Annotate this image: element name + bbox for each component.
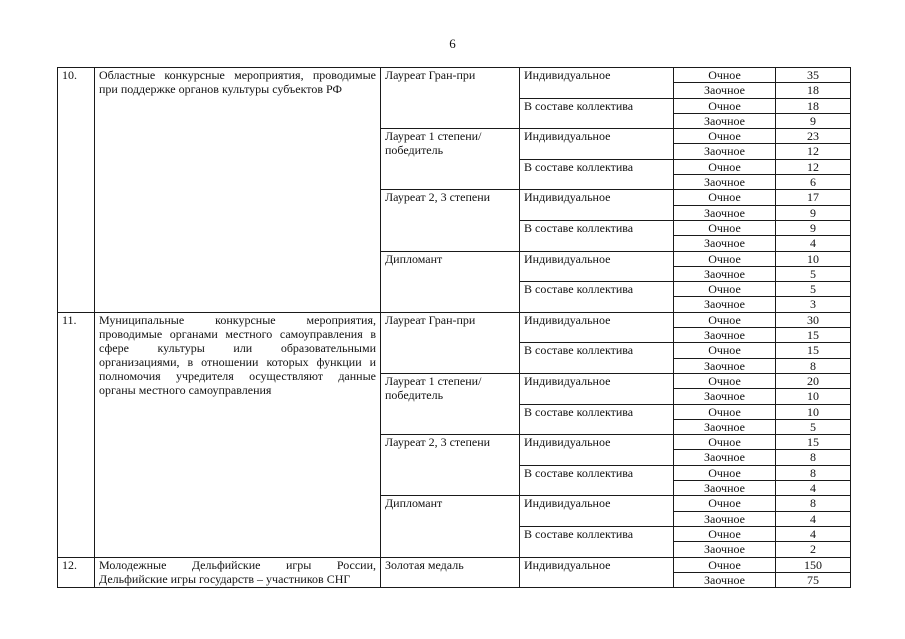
points-value: 12 bbox=[776, 144, 851, 159]
points-value: 35 bbox=[776, 68, 851, 83]
participation-form: Заочное bbox=[674, 297, 776, 312]
participation-form: Заочное bbox=[674, 144, 776, 159]
participation-form: Заочное bbox=[674, 542, 776, 557]
item-number: 10. bbox=[58, 68, 95, 313]
points-value: 12 bbox=[776, 159, 851, 174]
points-value: 18 bbox=[776, 83, 851, 98]
participation-type: Индивидуальное bbox=[520, 312, 674, 343]
participation-form: Заочное bbox=[674, 83, 776, 98]
award-title: Лауреат 2, 3 степени bbox=[381, 190, 520, 251]
award-title: Лауреат Гран-при bbox=[381, 68, 520, 129]
participation-form: Заочное bbox=[674, 358, 776, 373]
table-row bbox=[58, 68, 851, 83]
participation-form: Очное bbox=[674, 343, 776, 358]
event-description: Областные конкурсные мероприятия, проводимые при поддержке органов культуры субъектов РФ bbox=[95, 68, 381, 313]
participation-type: Индивидуальное bbox=[520, 496, 674, 527]
participation-form: Очное bbox=[674, 557, 776, 572]
points-value: 150 bbox=[776, 557, 851, 572]
points-value: 4 bbox=[776, 526, 851, 541]
participation-type: Индивидуальное bbox=[520, 373, 674, 404]
participation-form: Заочное bbox=[674, 389, 776, 404]
points-value: 18 bbox=[776, 98, 851, 113]
participation-type: В составе коллектива bbox=[520, 159, 674, 190]
points-value: 17 bbox=[776, 190, 851, 205]
award-title: Дипломант bbox=[381, 496, 520, 557]
participation-form: Заочное bbox=[674, 266, 776, 281]
points-value: 8 bbox=[776, 465, 851, 480]
participation-type: Индивидуальное bbox=[520, 251, 674, 282]
participation-type: В составе коллектива bbox=[520, 404, 674, 435]
participation-form: Заочное bbox=[674, 113, 776, 128]
points-value: 10 bbox=[776, 251, 851, 266]
participation-form: Заочное bbox=[674, 450, 776, 465]
participation-type: В составе коллектива bbox=[520, 526, 674, 557]
points-value: 10 bbox=[776, 404, 851, 419]
award-title: Лауреат 1 степени/ победитель bbox=[381, 129, 520, 190]
participation-form: Заочное bbox=[674, 419, 776, 434]
points-table bbox=[57, 67, 851, 588]
item-number: 12. bbox=[58, 557, 95, 588]
page-number: 6 bbox=[449, 36, 456, 51]
award-title: Лауреат 2, 3 степени bbox=[381, 435, 520, 496]
points-value: 5 bbox=[776, 282, 851, 297]
participation-form: Очное bbox=[674, 251, 776, 266]
participation-type: Индивидуальное bbox=[520, 557, 674, 588]
participation-type: Индивидуальное bbox=[520, 435, 674, 466]
participation-form: Заочное bbox=[674, 572, 776, 587]
participation-type: В составе коллектива bbox=[520, 282, 674, 313]
points-value: 5 bbox=[776, 419, 851, 434]
participation-type: Индивидуальное bbox=[520, 68, 674, 99]
participation-form: Очное bbox=[674, 98, 776, 113]
participation-type: Индивидуальное bbox=[520, 190, 674, 221]
participation-form: Очное bbox=[674, 404, 776, 419]
participation-form: Заочное bbox=[674, 236, 776, 251]
points-value: 4 bbox=[776, 481, 851, 496]
points-value: 4 bbox=[776, 511, 851, 526]
participation-type: В составе коллектива bbox=[520, 98, 674, 129]
participation-type: Индивидуальное bbox=[520, 129, 674, 160]
award-title: Золотая медаль bbox=[381, 557, 520, 588]
participation-form: Очное bbox=[674, 129, 776, 144]
participation-form: Заочное bbox=[674, 481, 776, 496]
participation-type: В составе коллектива bbox=[520, 220, 674, 251]
award-title: Дипломант bbox=[381, 251, 520, 312]
table-row bbox=[58, 312, 851, 327]
participation-form: Очное bbox=[674, 465, 776, 480]
table-row bbox=[58, 557, 851, 572]
points-value: 30 bbox=[776, 312, 851, 327]
participation-form: Заочное bbox=[674, 511, 776, 526]
award-title: Лауреат 1 степени/ победитель bbox=[381, 373, 520, 434]
points-value: 23 bbox=[776, 129, 851, 144]
points-value: 4 bbox=[776, 236, 851, 251]
points-value: 15 bbox=[776, 328, 851, 343]
points-value: 9 bbox=[776, 113, 851, 128]
award-title: Лауреат Гран-при bbox=[381, 312, 520, 373]
points-value: 10 bbox=[776, 389, 851, 404]
participation-form: Очное bbox=[674, 526, 776, 541]
points-value: 6 bbox=[776, 175, 851, 190]
participation-type: В составе коллектива bbox=[520, 465, 674, 496]
participation-form: Заочное bbox=[674, 205, 776, 220]
participation-form: Очное bbox=[674, 220, 776, 235]
points-value: 8 bbox=[776, 496, 851, 511]
points-value: 3 bbox=[776, 297, 851, 312]
participation-form: Очное bbox=[674, 159, 776, 174]
event-description: Муниципальные конкурсные мероприятия, проводимые органами местного самоуправления в сфере культуры или образовательными организациями, в отношении которых функции и полномочия учредителя осуществляют данные органы местного самоуправления bbox=[95, 312, 381, 557]
participation-form: Очное bbox=[674, 373, 776, 388]
points-value: 5 bbox=[776, 266, 851, 281]
event-description: Молодежные Дельфийские игры России, Дельфийские игры государств – участников СНГ bbox=[95, 557, 381, 588]
participation-form: Заочное bbox=[674, 328, 776, 343]
points-value: 2 bbox=[776, 542, 851, 557]
item-number: 11. bbox=[58, 312, 95, 557]
points-value: 9 bbox=[776, 205, 851, 220]
participation-form: Очное bbox=[674, 68, 776, 83]
points-value: 75 bbox=[776, 572, 851, 587]
participation-form: Очное bbox=[674, 435, 776, 450]
points-value: 20 bbox=[776, 373, 851, 388]
points-value: 15 bbox=[776, 435, 851, 450]
points-value: 9 bbox=[776, 220, 851, 235]
participation-form: Заочное bbox=[674, 175, 776, 190]
participation-form: Очное bbox=[674, 282, 776, 297]
points-value: 8 bbox=[776, 450, 851, 465]
points-value: 15 bbox=[776, 343, 851, 358]
participation-form: Очное bbox=[674, 312, 776, 327]
participation-form: Очное bbox=[674, 190, 776, 205]
points-value: 8 bbox=[776, 358, 851, 373]
participation-form: Очное bbox=[674, 496, 776, 511]
participation-type: В составе коллектива bbox=[520, 343, 674, 374]
